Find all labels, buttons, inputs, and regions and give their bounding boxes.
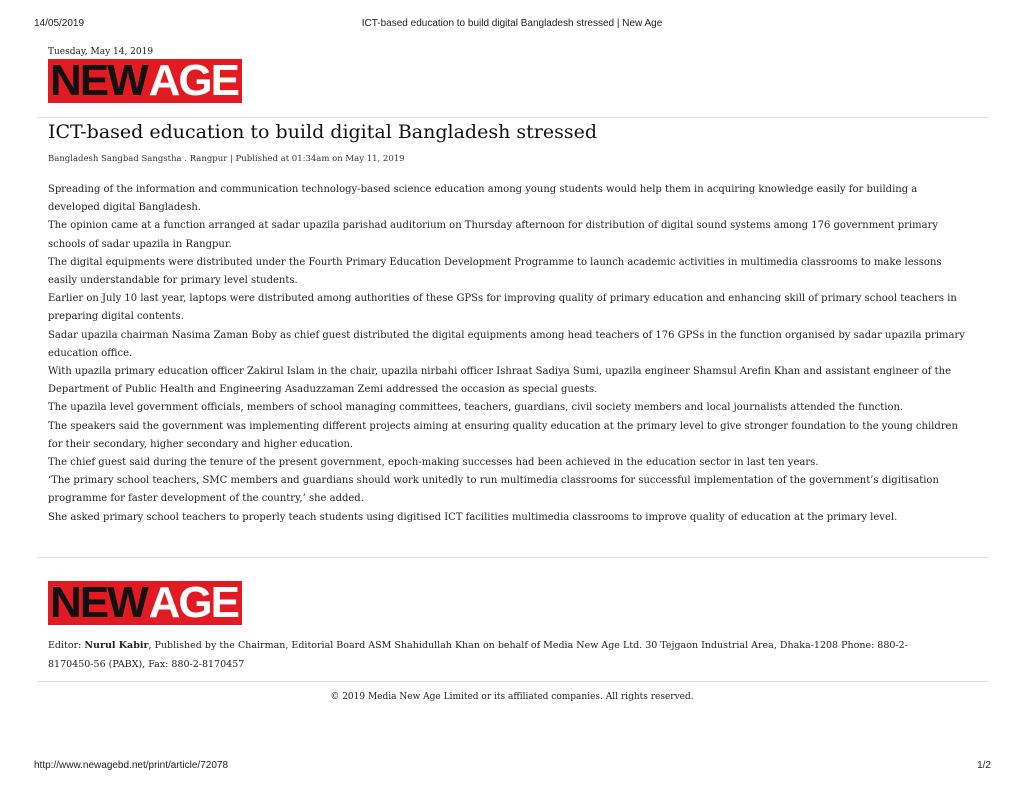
article-end-divider	[38, 557, 988, 558]
newage-logo[interactable]	[48, 59, 242, 103]
article-paragraph: The digital equipments were distributed under the Fourth Primary Education Development Programme to launch academic activities in multimedia classrooms to make lessons easily understandable for primary level students.	[48, 256, 942, 287]
article-paragraph: She asked primary school teachers to properly teach students using digitised ICT facilities multimedia classrooms to improve quality of education at the primary level.	[48, 511, 898, 523]
logo-age: AGE	[149, 581, 242, 625]
footer-newage-logo[interactable]	[48, 581, 242, 625]
header-divider	[38, 117, 988, 118]
article-paragraph: ‘The primary school teachers, SMC members and guardians should work unitedly to run multimedia classrooms for successful implementation of the government’s digitisation programme for faster development of the country,’ she added.	[48, 475, 939, 505]
article-byline: Bangladesh Sangbad Sangstha . Rangpur | Published at 01:34am on May 11, 2019	[48, 154, 405, 164]
article-headline: ICT-based education to build digital Bangladesh stressed	[48, 121, 597, 143]
editor-name: Nurul Kabir	[84, 640, 149, 651]
logo-age: AGE	[149, 59, 242, 103]
print-date: 14/05/2019	[34, 18, 85, 29]
article-paragraph: Earlier on July 10 last year, laptops were distributed among authorities of these GPSs for improving quality of primary education and enhancing skill of primary school teachers in preparing digital contents.	[48, 293, 957, 323]
print-title: ICT-based education to build digital Bangladesh stressed | New Age	[361, 18, 663, 29]
article-paragraph: The speakers said the government was implementing different projects aiming at ensuring quality education at the primary level to give stronger foundation to the young children for their secondary, higher secondary and higher education.	[48, 420, 958, 450]
article-paragraph: The chief guest said during the tenure of the present government, epoch-making successes had been achieved in the education sector in last ten years.	[48, 457, 819, 469]
publisher-info: , Published by the Chairman, Editorial Board ASM Shahidullah Khan on behalf of Media New Age Ltd. 30 Tejgaon Industrial Area, Dhaka-1208 Phone: 880-2-8170450-56 (PABX), Fax: 880-2-8170457	[48, 640, 908, 670]
article-paragraph: The upazila level government officials, members of school managing committees, teachers, guardians, civil society members and local journalists attended the function.	[48, 402, 904, 414]
issue-date: Tuesday, May 14, 2019	[48, 47, 154, 57]
footer-divider	[38, 681, 988, 682]
article-paragraph: Spreading of the information and communication technology-based science education among young students would help them in acquiring knowledge easily for building a developed digital Bangladesh.	[48, 184, 918, 214]
print-url[interactable]: http://www.newagebd.net/print/article/72078	[34, 760, 229, 771]
article-paragraph: With upazila primary education officer Zakirul Islam in the chair, upazila nirbahi officer Ishraat Sadiya Sumi, upazila engineer Shamsul Arefin Khan and assistant engineer of the Department of Public Health and Engineering Asaduzzaman Zemi addressed the occasion as special guests.	[48, 366, 952, 396]
editor-label: Editor:	[48, 640, 82, 651]
copyright-notice: © 2019 Media New Age Limited or its affiliated companies. All rights reserved.	[330, 692, 694, 702]
logo-new: NEW	[50, 59, 147, 103]
article-body	[48, 181, 970, 527]
editor-info	[48, 636, 948, 674]
logo-new: NEW	[50, 581, 147, 625]
article-paragraph: Sadar upazila chairman Nasima Zaman Boby as chief guest distributed the digital equipments among head teachers of 176 GPSs in the function organised by sadar upazila primary education office.	[48, 329, 965, 359]
page-number: 1/2	[977, 760, 991, 771]
article-paragraph: The opinion came at a function arranged at sadar upazila parishad auditorium on Thursday afternoon for distribution of digital sound systems among 176 government primary schools of sadar upazila in Rangpur.	[48, 220, 939, 250]
